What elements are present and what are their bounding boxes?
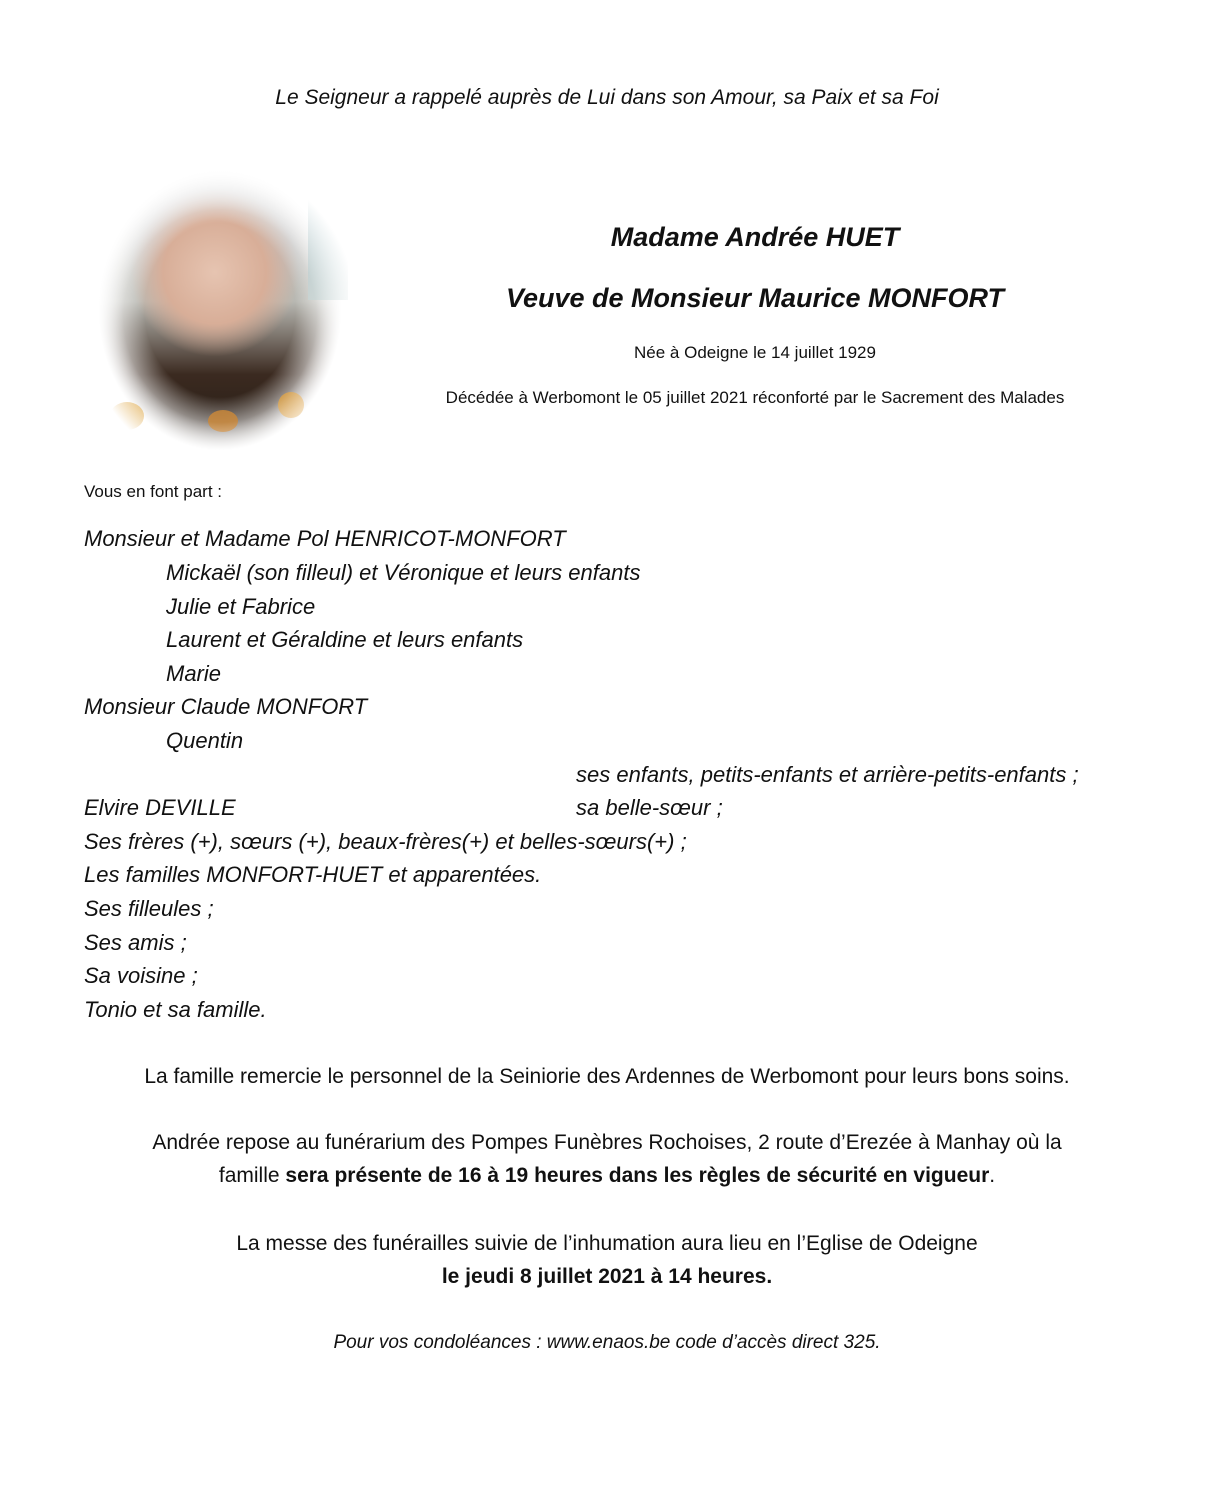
mass-date: le jeudi 8 juillet 2021 à 14 heures. (441, 1265, 773, 1288)
family-line: Julie et Fabrice (166, 594, 316, 619)
family-line: Tonio et sa famille. (84, 997, 267, 1022)
epigraph: Le Seigneur a rappelé auprès de Lui dans son Amour, sa Paix et sa Foi (275, 86, 939, 109)
family-line: Quentin (166, 728, 244, 753)
funerarium-info-line2 (0, 1164, 1214, 1188)
family-line: Sa voisine ; (84, 963, 198, 988)
family-relation: sa belle-sœur ; (576, 795, 723, 820)
family-line: Monsieur Claude MONFORT (84, 694, 368, 719)
family-line: Les familles MONFORT-HUET et apparentées. (84, 862, 542, 887)
mass-info-line1: La messe des funérailles suivie de l’inhumation aura lieu en l’Eglise de Odeigne (236, 1232, 978, 1255)
family-line: Elvire DEVILLE (84, 795, 236, 820)
family-line: Ses filleules ; (84, 896, 214, 921)
funerarium-info-prefix: famille (218, 1164, 286, 1187)
family-line: Mickaël (son filleul) et Véronique et leurs enfants (166, 560, 641, 585)
family-relation: ses enfants, petits-enfants et arrière-petits-enfants ; (576, 762, 1079, 787)
announcement-intro: Vous en font part : (84, 482, 222, 501)
family-line: Laurent et Géraldine et leurs enfants (166, 627, 524, 652)
thanks-note: La famille remercie le personnel de la Seiniorie des Ardennes de Werbomont pour leurs bons soins. (144, 1065, 1070, 1088)
widow-of: Veuve de Monsieur Maurice MONFORT (505, 283, 1005, 313)
portrait-photo (88, 170, 352, 462)
death-info: Décédée à Werbomont le 05 juillet 2021 réconforté par le Sacrement des Malades (445, 388, 1065, 407)
family-line: Ses amis ; (84, 930, 187, 955)
deceased-name: Madame Andrée HUET (610, 222, 900, 252)
visitation-hours: sera présente de 16 à 19 heures dans les règles de sécurité en vigueur (285, 1164, 990, 1187)
birth-info: Née à Odeigne le 14 juillet 1929 (634, 343, 876, 362)
funerarium-info-line1: Andrée repose au funérarium des Pompes Funèbres Rochoises, 2 route d’Erezée à Manhay où la (152, 1131, 1062, 1154)
family-line: Marie (166, 661, 222, 686)
condolences-info: Pour vos condoléances : www.enaos.be code d’accès direct 325. (333, 1332, 881, 1353)
family-line: Ses frères (+), sœurs (+), beaux-frères(+) et belles-sœurs(+) ; (84, 829, 687, 854)
funerarium-info-suffix: . (989, 1164, 996, 1187)
family-line: Monsieur et Madame Pol HENRICOT-MONFORT (84, 526, 566, 551)
